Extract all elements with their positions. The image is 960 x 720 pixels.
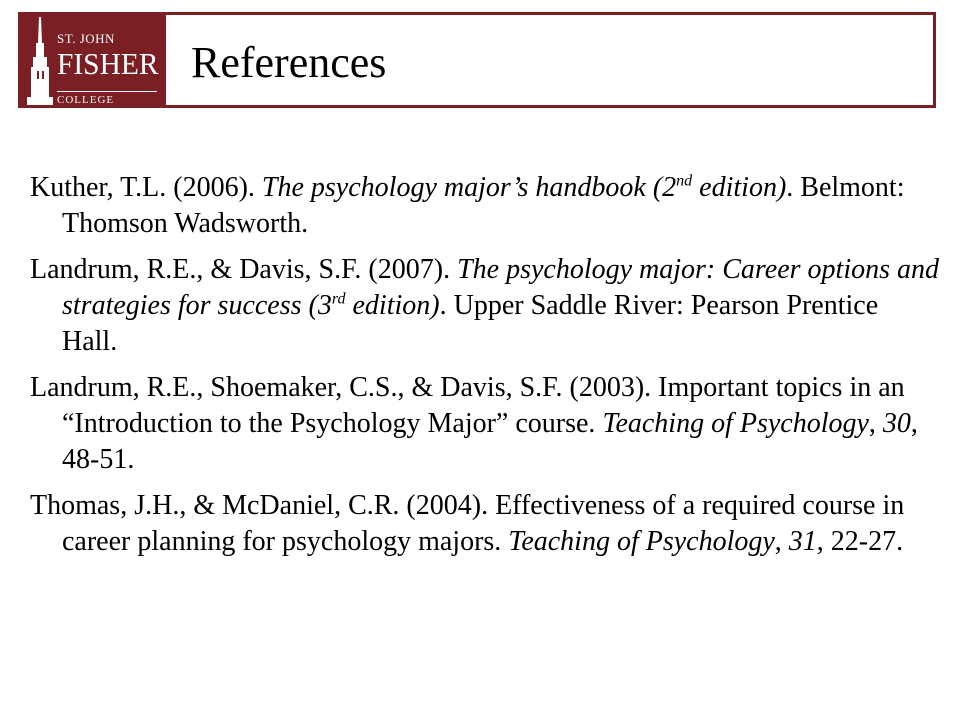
reference-item	[30, 370, 940, 478]
ref-title-text: The psychology major’s handbook (2	[261, 172, 677, 203]
logo-text-st-john: ST. JOHN	[57, 31, 115, 46]
logo-divider	[57, 91, 157, 92]
ref-title-text-end: edition)	[692, 172, 787, 203]
reference-item	[30, 252, 940, 360]
ref-title-text-end: edition)	[345, 290, 440, 321]
ref-publisher: . Upper Saddle River: Pearson Prentice Hall.	[62, 290, 879, 357]
tower-icon	[21, 15, 61, 111]
reference-list	[30, 170, 940, 570]
ref-article-title: Important topics in an “Introduction to the Psychology Major” course.	[62, 372, 905, 439]
ref-pages: , 48-51.	[62, 408, 918, 475]
ref-authors: Kuther, T.L. (2006).	[30, 172, 255, 203]
college-logo	[21, 15, 166, 105]
ref-title-superscript: rd	[331, 290, 346, 308]
ref-publisher: . Belmont: Thomson Wadsworth.	[62, 172, 905, 239]
ref-authors: Landrum, R.E., Shoemaker, C.S., & Davis, S.F. (2003).	[30, 372, 652, 403]
ref-authors: Landrum, R.E., & Davis, S.F. (2007).	[30, 254, 451, 285]
ref-authors: Thomas, J.H., & McDaniel, C.R. (2004).	[30, 490, 489, 521]
reference-item	[30, 488, 940, 560]
page-title: References	[191, 38, 387, 87]
ref-separator: ,	[868, 408, 883, 439]
ref-journal: Teaching of Psychology	[508, 526, 775, 557]
ref-journal: Teaching of Psychology	[602, 408, 869, 439]
ref-separator: ,	[774, 526, 789, 557]
ref-pages: , 22-27.	[816, 526, 904, 557]
reference-item	[30, 170, 940, 242]
logo-text-fisher: FISHER	[57, 46, 159, 81]
ref-volume: 30	[882, 408, 911, 439]
slide-header	[18, 12, 936, 108]
ref-book-title	[262, 172, 786, 203]
ref-title-superscript: nd	[676, 172, 693, 190]
ref-volume: 31	[788, 526, 817, 557]
ref-article-title: Effectiveness of a required course in career planning for psychology majors.	[62, 490, 905, 557]
ref-title-text: The psychology major: Career options and strategies for success (3	[62, 254, 939, 321]
logo-text-college: COLLEGE	[57, 94, 115, 106]
